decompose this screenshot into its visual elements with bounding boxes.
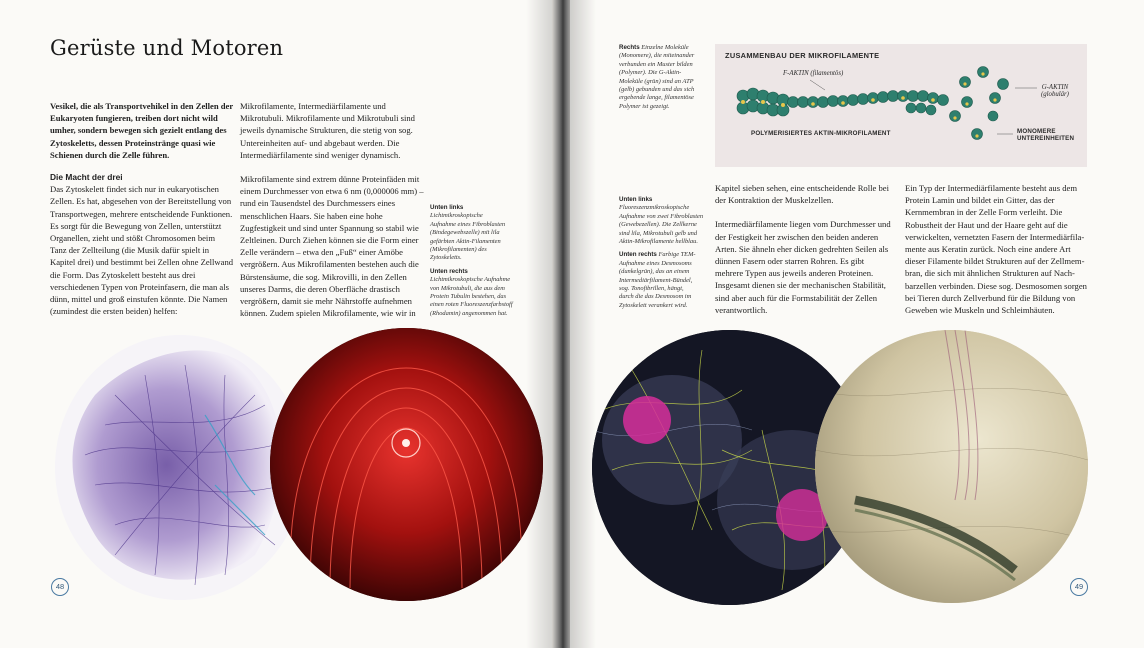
label-polymerized: POLYMERISIERTES AKTIN-MIKROFILAMENT [751, 130, 891, 137]
body-paragraph: Ein Typ der Intermediärfilamente besteht aus dem Protein Lamin und bildet ein Gitter, das der Kernmembran in der Zelle Form verleiht. Die Robustheit der Haut und der Haare geht auf die verwickelten, vernetzten Fasern der Intermediärfila- mente aus Keratin zurück. Noch eine andere Art dieser Filamente bildet Strukturen auf der Zellmem- bran, die sich mit ähnlichen Strukturen auf Nach- barzellen verbinden. Diese sog. Desmosomen sorgen bei Tieren durch Zellverbund für die Bildung von Geweben wie Muskeln und Schleimhäuten. [905, 183, 1087, 316]
caption-fibroblast: Unten links Lichtmikroskopische Aufnahme eines Fibroblasten (Bindegewebszelle) mit lila gefärbten Aktin-Filamenten (Mikrofilamenten) des Zytoskeletts. [430, 204, 506, 262]
left-page [0, 0, 556, 648]
body-paragraph: Intermediärfilamente liegen vom Durchmesser und der Festigkeit her zwischen den beiden anderen Arten. Sie ähneln eher dicken gedrehten Seilen als dünnen Fasern oder starren Rohren. Es gibt mehrere Typen aus jeweils anderen Proteinen. Insgesamt dienen sie der mechanischen Stabilität, sind aber auch für die Formstabilität der Zellen verantwortlich. [715, 219, 891, 315]
right-column-2 [905, 182, 1095, 316]
body-paragraph: Das Zytoskelett findet sich nur in eukaryotischen Zellen. Es hat, abgesehen von der Bereitstellung von Transportwegen, mehrere entscheidende Funktionen. Es sorgt für die Bewegung von Zellen, unterstützt Organellen, zieht und stößt Chromosomen beim Tanz der Zellteilung (die Musik dafür spielt in Kapitel drei) und bestimmt bei Zellen ohne Zellwand die Form. Das Zytoskelett besteht aus drei verschiedenen Typen von Proteinfasern, die man als dünn, mittel und groß einstufen könnte. Die Namen (zumindest die ersten beiden) helfen: [50, 184, 234, 317]
diagram-title: ZUSAMMENBAU DER MIKROFILAMENTE [725, 51, 880, 60]
desmosome-tem-micrograph [815, 330, 1088, 603]
page-number-left: 48 [51, 578, 69, 596]
right-page [570, 0, 1144, 648]
captions-left [430, 204, 542, 323]
caption-fibroblasts: Unten links Fluoreszenzmikroskopische Aufnahme von zwei Fibroblasten (Gewebezellen). Die Zellkerne sind lila, Mikrotubuli gelb und Aktin-Mikrofilamente hellblau. [619, 196, 704, 246]
page-title: Gerüste und Motoren [50, 36, 284, 60]
fibroblast-micrograph [55, 335, 305, 600]
caption-desmosome: Unten rechts Farbige TEM- Aufnahme eines Desmosoms (dunkelgrün), das an einem Intermediärfilament-Bündel, sog. Tonofibrillen, hängt, durch die das Desmosom im Zytoskelett verankert wird. [619, 251, 696, 309]
body-paragraph: Mikrofilamente, Intermediärfilamente und Mikrotubuli. Mikrofilamente und Mikrotubuli sind jeweils dynamische Strukturen, die stetig von sog. Untereinheiten auf- und abgebaut werden. Die Intermediärfilamente sind weniger dynamisch. [240, 101, 415, 160]
label-g-actin: G-AKTIN (globulär) [1041, 84, 1069, 98]
page-number-right: 49 [1070, 578, 1088, 596]
caption-top-right: Rechts Einzelne Moleküle (Monomere), die miteinander verbunden ein Muster bilden (Polymer). Die G-Aktin- Moleküle (grün) sind an ATP (gelb) gebunden und das sich ergebende lange, filamentöse Polymer ist gezeigt. [619, 44, 695, 110]
right-column-1 [715, 182, 900, 316]
captions-right [619, 196, 714, 315]
lead-paragraph: Vesikel, die als Transportvehikel in den Zellen der Eukaryoten fungieren, treiben dort nicht wild umher, sondern bewegen sich gezielt entlang des Zytoskeletts, dessen Proteinstränge quasi wie Schienen durch die Zelle führen. [50, 101, 234, 160]
actin-filament-illustration [715, 44, 1087, 167]
left-column-1 [50, 100, 235, 317]
body-paragraph: Kapitel sieben sehen, eine entscheidende Rolle bei der Kontraktion der Muskelzellen. [715, 183, 889, 206]
subheading: Die Macht der drei [50, 172, 123, 183]
caption-microtubules: Unten rechts Lichtmikroskopische Aufnahme von Mikrotubuli, die aus dem Protein Tubulin bestehen, das einen roten Fluoreszenzfarbstoff (Rhodamin) angenommen hat. [430, 267, 513, 317]
label-monomers: MONOMERE UNTEREINHEITEN [1017, 128, 1075, 142]
label-f-actin: F-AKTIN (filamentös) [783, 70, 844, 77]
body-paragraph: Mikrofilamente sind extrem dünne Proteinfäden mit einem Durchmesser von etwa 6 nm (0,000006 mm) – rund ein Tausendstel des Durchmessers eines menschlichen Haars. Sie haben eine hohe Zugfestigkeit und sind unter Spannung so stabil wie Zeltleinen. Durch Ziehen können sie die Form einer Zelle verändern – etwa den „Fuß“ einer Amöbe vergrößern. Aus Mikrofilamenten bestehen auch die Bürstensäume, die sog. Mikrovilli, in den Zellen unseres Darms, die deren Oberfläche drastisch vergrößern, damit sie mehr Nährstoffe aufnehmen können. Zudem spielen Mikrofilamente, wie wir in [240, 174, 424, 319]
left-column-2 [240, 100, 425, 319]
microtubule-micrograph [270, 328, 543, 601]
microfilament-assembly-diagram [715, 44, 1087, 167]
